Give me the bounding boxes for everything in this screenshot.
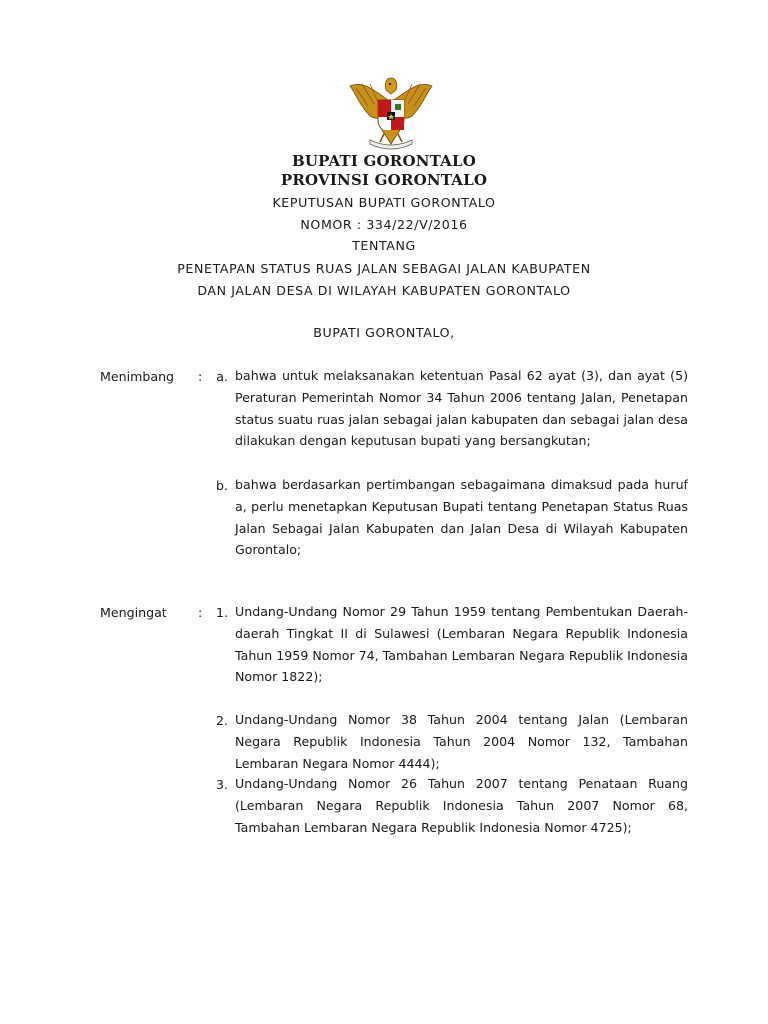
decree-subject-line-2: DAN JALAN DESA DI WILAYAH KABUPATEN GORONTALO: [197, 283, 571, 298]
mengingat-item-1-marker: 1.: [215, 605, 228, 620]
menimbang-item-b-text: bahwa berdasarkan pertimbangan sebagaimana dimaksud pada huruf a, perlu menetapkan Keputusan Bupati tentang Penetapan Status Ruas Jalan Sebagai Jalan Kabupaten dan Jalan Desa di Wilayah Kabupaten Gorontalo;: [235, 477, 688, 558]
header-title-bupati: BUPATI GORONTALO: [291, 152, 477, 170]
decree-subject-line-1: PENETAPAN STATUS RUAS JALAN SEBAGAI JALAN KABUPATEN: [177, 261, 591, 276]
garuda-emblem-icon: [346, 72, 436, 152]
menimbang-item-a-marker: a.: [216, 369, 228, 384]
mengingat-item-1-text: Undang-Undang Nomor 29 Tahun 1959 tentang Pembentukan Daerah-daerah Tingkat II di Sulawesi (Lembaran Negara Republik Indonesia Tahun 1959 Nomor 74, Tambahan Lembaran Negara Republik Indonesia Nomor 1822);: [235, 604, 688, 685]
mengingat-item-3-marker: 3.: [215, 777, 228, 792]
issuer-heading: BUPATI GORONTALO,: [313, 325, 455, 340]
mengingat-item-2-text: Undang-Undang Nomor 38 Tahun 2004 tentang Jalan (Lembaran Negara Republik Indonesia Tahun 2004 Nomor 132, Tambahan Lembaran Negara Nomor 4444);: [235, 712, 688, 771]
menimbang-label: Menimbang: [100, 369, 175, 384]
mengingat-label: Mengingat: [100, 605, 167, 620]
menimbang-item-a-text: bahwa untuk melaksanakan ketentuan Pasal 62 ayat (3), dan ayat (5) Peraturan Pemerintah Nomor 34 Tahun 2006 tentang Jalan, Penetapan status suatu ruas jalan sebagai jalan kabupaten dan sebagai jalan desa dilakukan dengan keputusan bupati yang bersangkutan;: [235, 368, 688, 449]
mengingat-item-2-marker: 2.: [215, 713, 228, 728]
mengingat-colon: :: [198, 605, 203, 620]
decree-title: KEPUTUSAN BUPATI GORONTALO: [272, 195, 496, 210]
menimbang-item-b-marker: b.: [216, 478, 228, 493]
mengingat-item-3-text: Undang-Undang Nomor 26 Tahun 2007 tentang Penataan Ruang (Lembaran Negara Republik Indonesia Tahun 2007 Nomor 68, Tambahan Lembaran Negara Republik Indonesia Nomor 4725);: [235, 776, 688, 835]
decree-number: NOMOR : 334/22/V/2016: [300, 217, 468, 232]
header-title-provinsi: PROVINSI GORONTALO: [280, 171, 488, 189]
decree-about-label: TENTANG: [352, 238, 416, 253]
menimbang-colon: :: [198, 369, 203, 384]
